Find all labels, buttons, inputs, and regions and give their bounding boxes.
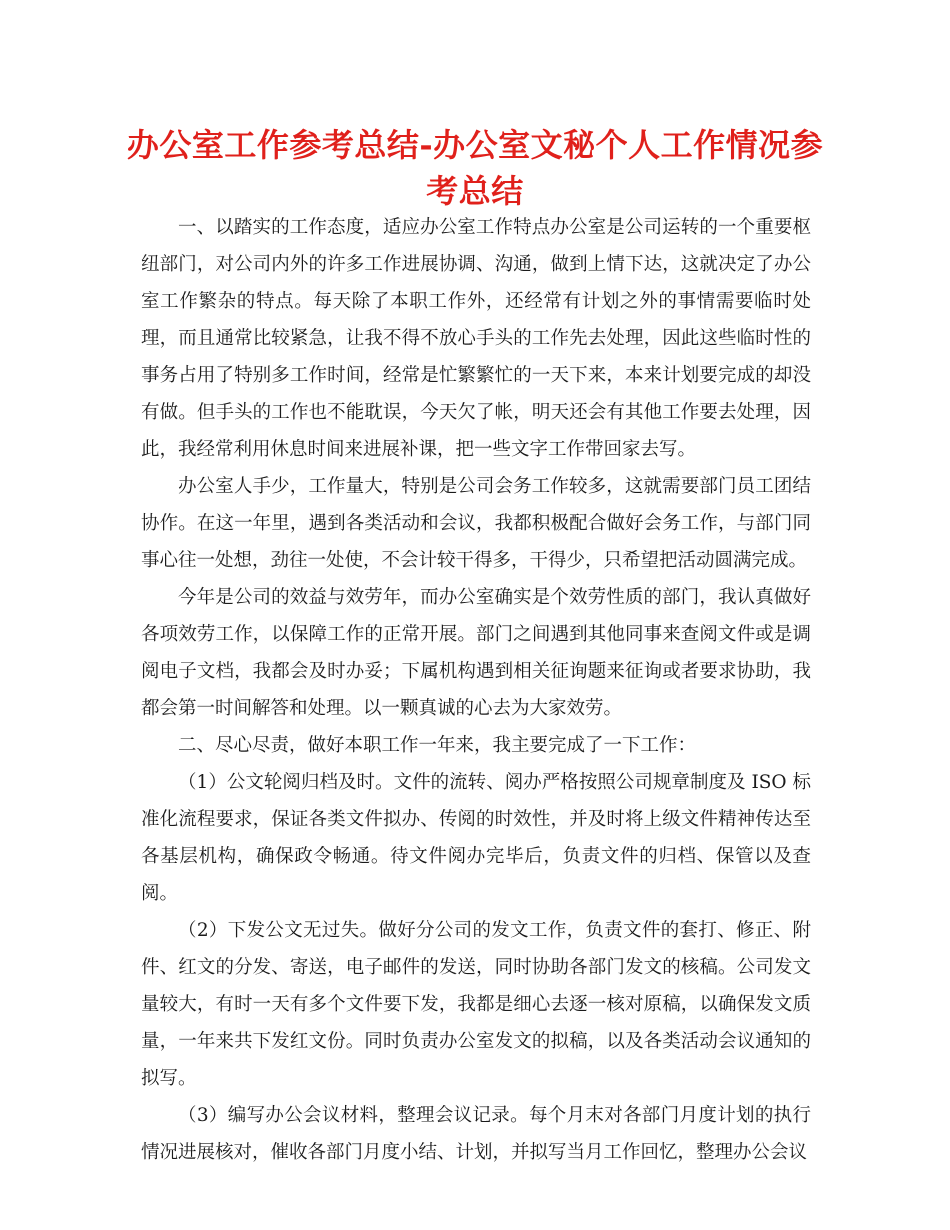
paragraph-teamwork: 办公室人手少，工作量大，特别是公司会务工作较多，这就需要部门员工团结协作。在这一年里，遇到各类活动和会议，我都积极配合做好会务工作，与部门同事心往一处想，劲往一处使，不会计较干得多，干得少，只希望把活动圆满完成。	[141, 476, 811, 571]
document-title: 办公室工作参考总结-办公室文秘个人工作情况参考总结	[126, 126, 824, 210]
paragraph-item-2: （2）下发公文无过失。做好分公司的发文工作，负责文件的套打、修正、附件、红文的分发、寄送，电子邮件的发送，同时协助各部门发文的核稿。公司发文量较大，有时一天有多个文件要下发，我都是细心去逐一核对原稿，以确保发文质量，一年来共下发红文份。同时负责办公室发文的拟稿，以及各类活动会议通知的拟写。	[141, 920, 811, 1089]
document-body	[141, 209, 811, 1171]
paragraph-section-two-heading: 二、尽心尽责，做好本职工作一年来，我主要完成了一下工作：	[178, 735, 697, 756]
paragraph-service: 今年是公司的效益与效劳年，而办公室确实是个效劳性质的部门，我认真做好各项效劳工作，以保障工作的正常开展。部门之间遇到其他同事来查阅文件或是调阅电子文档，我都会及时办妥；下属机构遇到相关征询题来征询或者要求协助，我都会第一时间解答和处理。以一颗真诚的心去为大家效劳。	[141, 587, 811, 719]
paragraph-item-3: （3）编写办公会议材料，整理会议记录。每个月末对各部门月度计划的执行情况进展核对，催收各部门月度小结、计划，并拟写当月工作回忆，整理办公会议	[141, 1105, 811, 1163]
paragraph-item-1: （1）公文轮阅归档及时。文件的流转、阅办严格按照公司规章制度及 ISO 标准化流程要求，保证各类文件拟办、传阅的时效性，并及时将上级文件精神传达至各基层机构，确保政令畅通。待文件阅办完毕后，负责文件的归档、保管以及查阅。	[141, 772, 811, 904]
paragraph-work-attitude: 一、以踏实的工作态度，适应办公室工作特点办公室是公司运转的一个重要枢纽部门，对公司内外的许多工作进展协调、沟通，做到上情下达，这就决定了办公室工作繁杂的特点。每天除了本职工作外，还经常有计划之外的事情需要临时处理，而且通常比较紧急，让我不得不放心手头的工作先去处理，因此这些临时性的事务占用了特别多工作时间，经常是忙繁繁忙的一天下来，本来计划要完成的却没有做。但手头的工作也不能耽误，今天欠了帐，明天还会有其他工作要去处理，因此，我经常利用休息时间来进展补课，把一些文字工作带回家去写。	[141, 217, 811, 460]
